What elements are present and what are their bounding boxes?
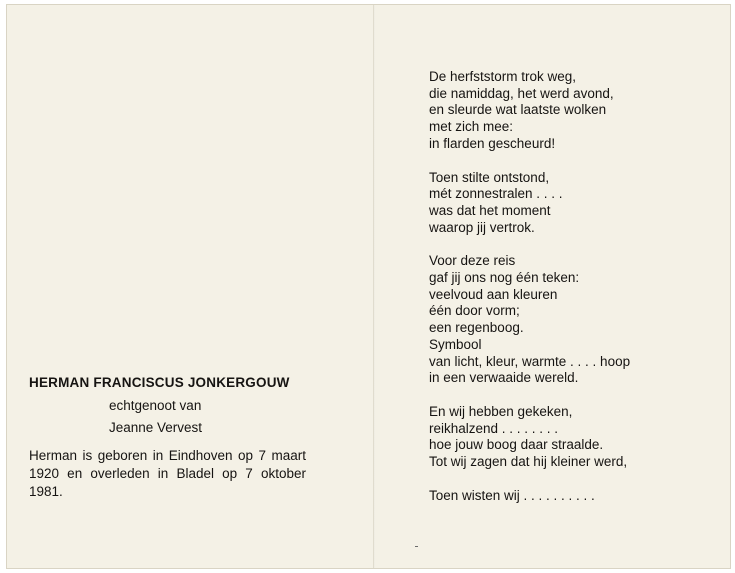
card-fold: [373, 5, 375, 568]
poem-line: veelvoud aan kleuren: [429, 286, 558, 302]
poem-line: waarop jij vertrok.: [429, 219, 535, 235]
poem-line: Voor deze reis: [429, 253, 516, 269]
poem-stanza: [429, 69, 669, 153]
poem-stanza: [429, 253, 669, 387]
poem-line: één door vorm;: [429, 303, 520, 319]
poem-line: Symbool: [429, 336, 482, 352]
poem-line: hoe jouw boog daar straalde.: [429, 437, 604, 453]
deceased-name: HERMAN FRANCISCUS JONKERGOUW: [29, 375, 290, 390]
poem-line: een regenboog.: [429, 320, 524, 336]
poem-line: was dat het moment: [429, 202, 551, 218]
poem-line: met zich mee:: [429, 119, 514, 135]
poem-line: Toen wisten wij . . . . . . . . . .: [429, 487, 595, 503]
poem-stanza: [429, 488, 669, 505]
spouse-label: echtgenoot van: [109, 398, 202, 413]
poem-line: in een verwaaide wereld.: [429, 370, 579, 386]
poem-line: van licht, kleur, warmte . . . . hoop: [429, 353, 631, 369]
poem-line: in flarden gescheurd!: [429, 135, 556, 151]
poem-stanza: [429, 170, 669, 237]
poem-line: en sleurde wat laatste wolken: [429, 102, 607, 118]
poem: [429, 69, 669, 521]
poem-stanza: [429, 404, 669, 471]
biography: Herman is geboren in Eindhoven op 7 maart 1920 en overleden in Bladel op 7 oktober 1981.: [29, 448, 306, 499]
spouse-name: Jeanne Vervest: [109, 420, 203, 435]
print-speck: [415, 546, 418, 547]
poem-line: Tot wij zagen dat hij kleiner werd,: [429, 454, 628, 470]
poem-line: gaf jij ons nog één teken:: [429, 270, 580, 286]
poem-line: mét zonnestralen . . . .: [429, 186, 563, 202]
memorial-card: [6, 4, 731, 569]
poem-line: die namiddag, het werd avond,: [429, 85, 614, 101]
poem-line: En wij hebben gekeken,: [429, 403, 573, 419]
poem-line: reikhalzend . . . . . . . .: [429, 420, 559, 436]
poem-line: De herfststorm trok weg,: [429, 69, 577, 84]
deceased-info: [29, 375, 334, 501]
poem-line: Toen stilte ontstond,: [429, 169, 550, 185]
